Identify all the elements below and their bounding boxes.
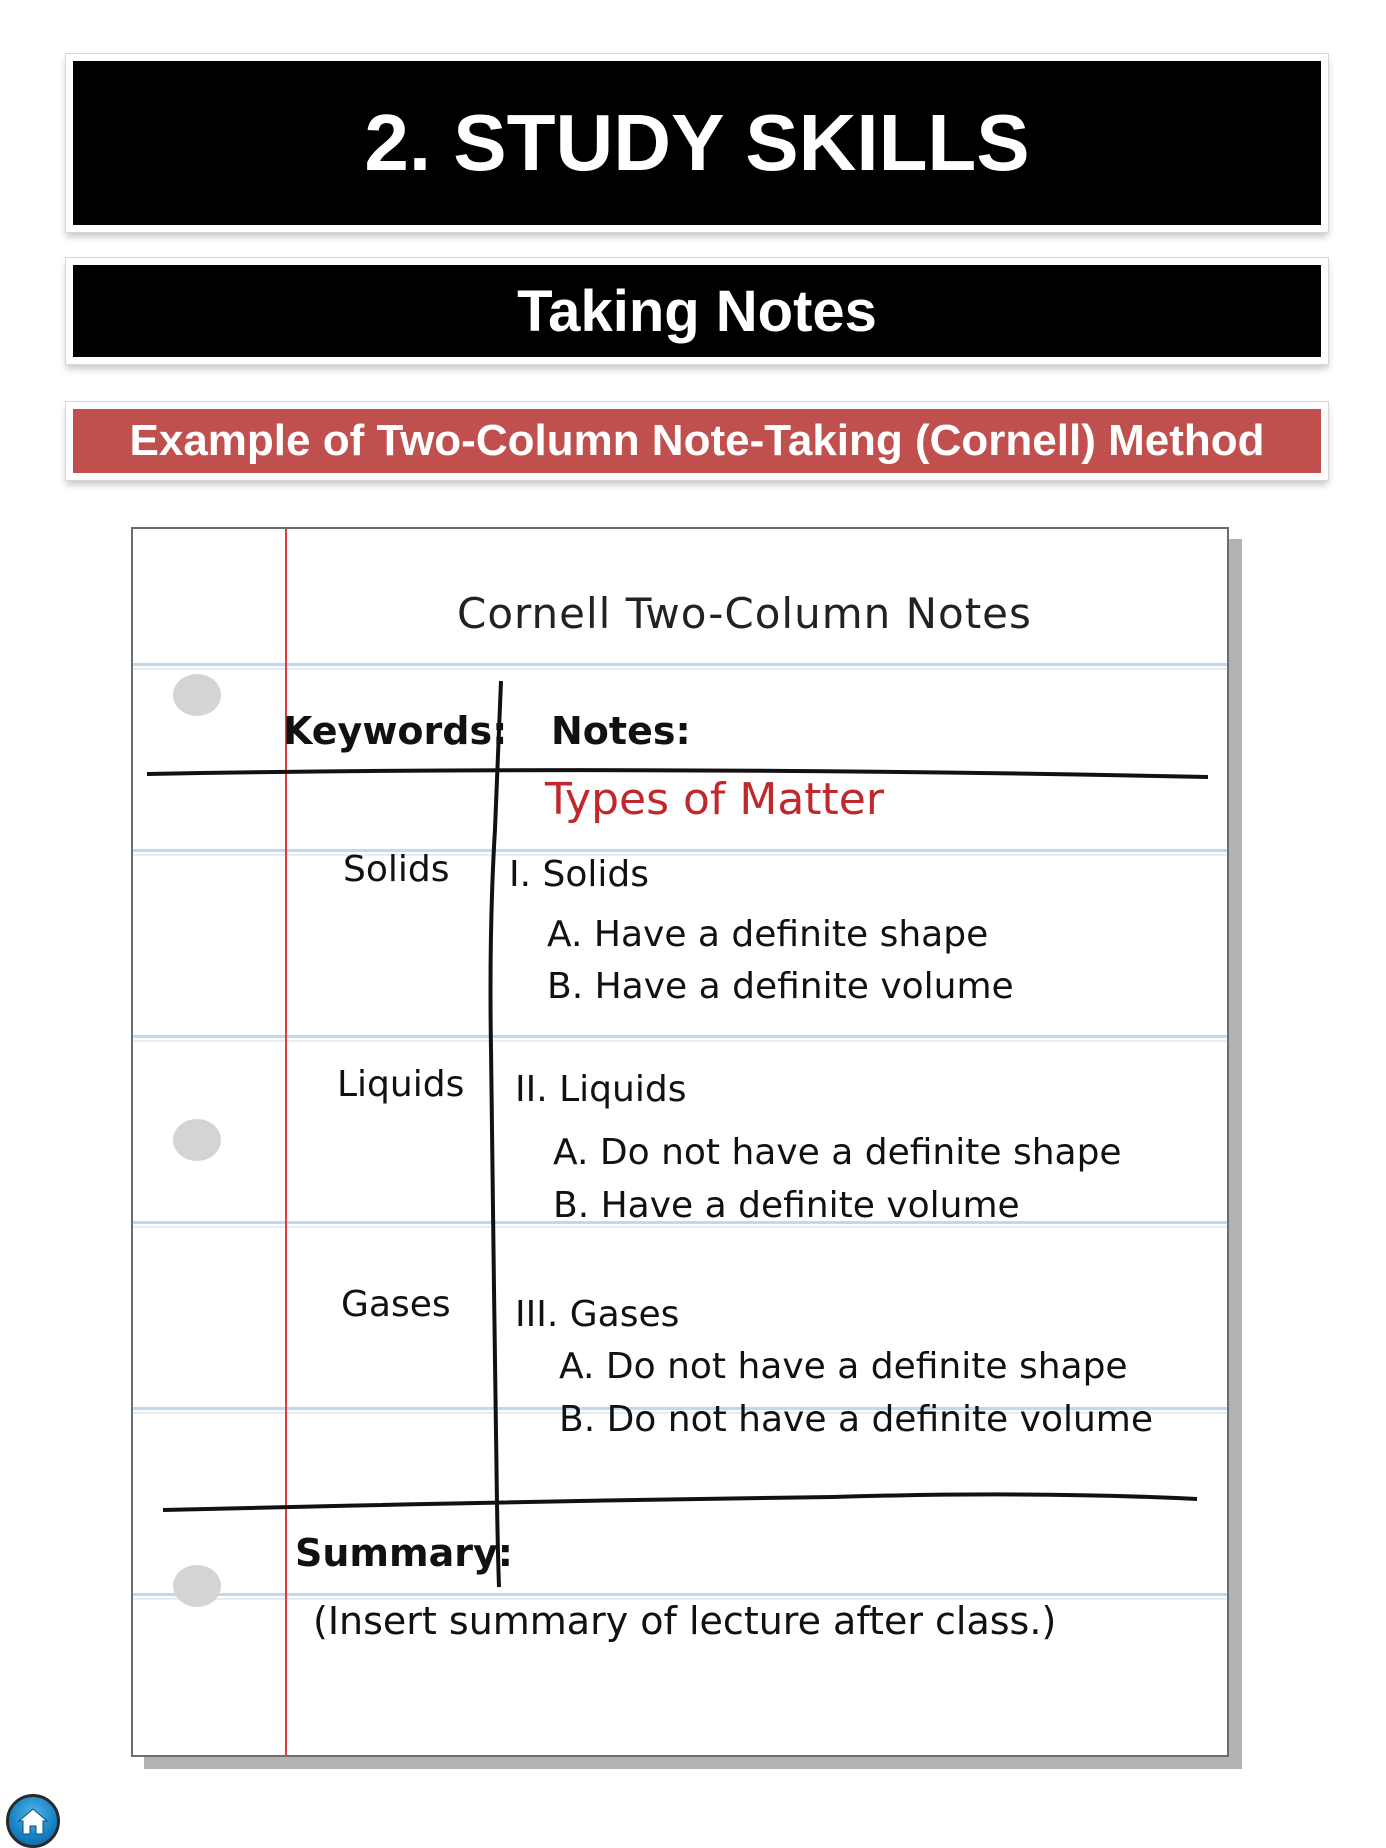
section-heading: III. Gases	[515, 1294, 680, 1335]
note-point: A. Have a definite shape	[547, 914, 989, 955]
keyword-item: Liquids	[337, 1064, 465, 1105]
note-point: A. Do not have a definite shape	[559, 1346, 1128, 1387]
keyword-item: Gases	[341, 1284, 451, 1325]
keyword-item: Solids	[343, 849, 450, 890]
section-heading: II. Liquids	[515, 1069, 687, 1110]
notes-title: Cornell Two-Column Notes	[457, 589, 1032, 638]
note-point: B. Have a definite volume	[547, 966, 1014, 1007]
keywords-header: Keywords:	[283, 709, 508, 753]
notebook-paper	[131, 527, 1229, 1757]
summary-header: Summary:	[295, 1531, 513, 1575]
section-heading: I. Solids	[509, 854, 649, 895]
home-button[interactable]	[6, 1794, 60, 1848]
topic-heading: Types of Matter	[545, 774, 884, 825]
section-subtitle: Taking Notes	[66, 258, 1328, 364]
note-point: A. Do not have a definite shape	[553, 1132, 1122, 1173]
example-label: Example of Two-Column Note-Taking (Cornell) Method	[66, 402, 1328, 480]
summary-text: (Insert summary of lecture after class.)	[313, 1599, 1057, 1643]
note-point: B. Do not have a definite volume	[559, 1399, 1154, 1440]
page-title: 2. STUDY SKILLS	[66, 54, 1328, 232]
notes-header: Notes:	[551, 709, 691, 753]
home-icon	[17, 1806, 49, 1836]
note-point: B. Have a definite volume	[553, 1185, 1020, 1226]
